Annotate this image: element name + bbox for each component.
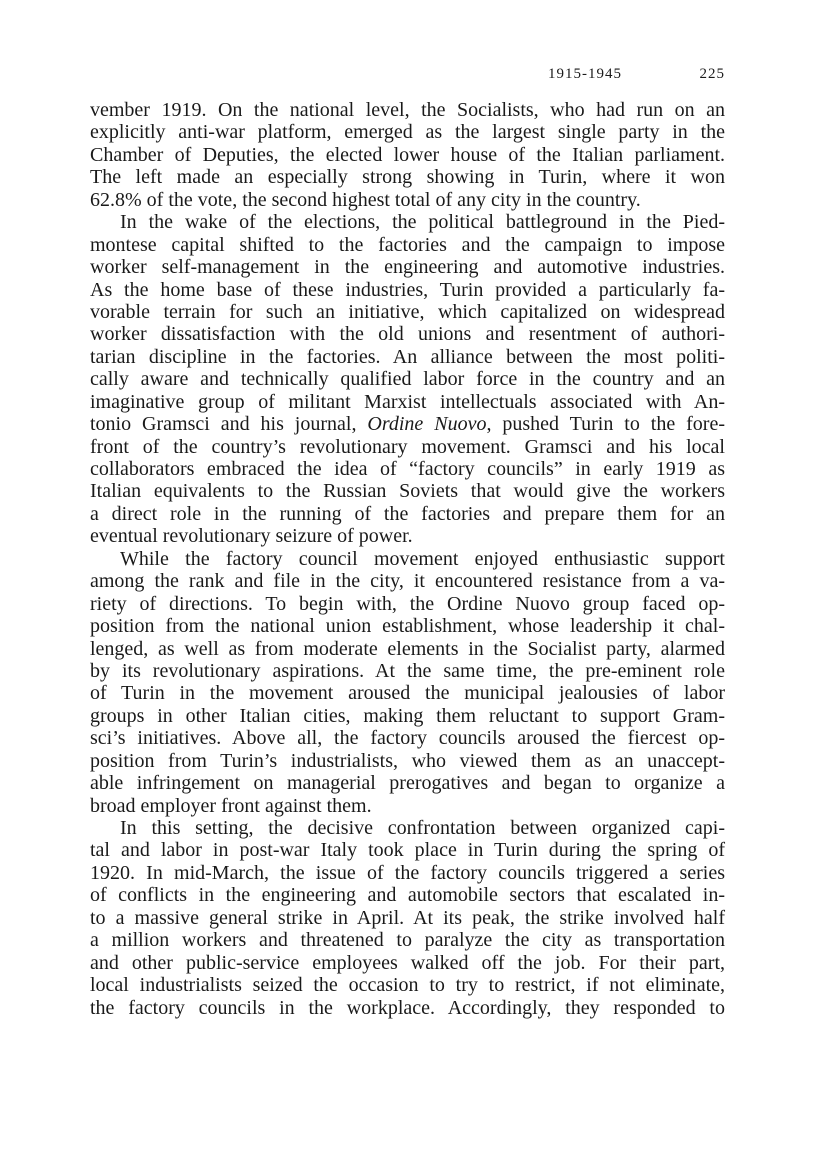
text-line: the factory councils in the workplace. Accordingly, they responded to: [90, 996, 725, 1019]
text-line: local industrialists seized the occasion to try to restrict, if not eliminate,: [90, 974, 725, 997]
text-line: worker dissatisfaction with the old unions and resentment of authori-: [90, 323, 725, 346]
text-line: and other public-service employees walked off the job. For their part,: [90, 951, 725, 974]
paragraph-first-line: In this setting, the decisive confrontation between organized capi-: [120, 817, 725, 839]
text-line: As the home base of these industries, Turin provided a particularly fa-: [90, 278, 725, 301]
text-line: tarian discipline in the factories. An alliance between the most politi-: [90, 345, 725, 368]
text-line: position from Turin’s industrialists, who viewed them as an unaccept-: [90, 749, 725, 772]
paragraph-first-line: While the factory council movement enjoyed enthusiastic support: [120, 547, 725, 570]
text-line: front of the country’s revolutionary movement. Gramsci and his local: [90, 435, 725, 458]
text-line: vorable terrain for such an initiative, which capitalized on widespread: [90, 300, 725, 323]
text-line: riety of directions. To begin with, the Ordine Nuovo group faced op-: [90, 592, 725, 615]
text-line: groups in other Italian cities, making them reluctant to support Gram-: [90, 704, 725, 727]
text-line: of conflicts in the engineering and automobile sectors that escalated in-: [90, 884, 725, 907]
text-line: The left made an especially strong showing in Turin, where it won: [90, 166, 725, 189]
text-line: a million workers and threatened to paralyze the city as transportation: [90, 929, 725, 952]
text-line: Chamber of Deputies, the elected lower house of the Italian parliament.: [90, 143, 725, 166]
text-line: of Turin in the movement aroused the municipal jealousies of labor: [90, 682, 725, 705]
text-line: lenged, as well as from moderate elements in the Socialist party, alarmed: [90, 637, 725, 660]
text-line: eventual revolutionary seizure of power.: [90, 525, 413, 548]
text-line: Italian equivalents to the Russian Soviets that would give the workers: [90, 480, 725, 503]
text-line: broad employer front against them.: [90, 794, 372, 817]
page-number: 225: [699, 66, 725, 82]
text-line: to a massive general strike in April. At its peak, the strike involved half: [90, 906, 725, 929]
text-line: sci’s initiatives. Above all, the factory councils aroused the fiercest op-: [90, 727, 725, 750]
text-line: among the rank and file in the city, it encountered resistance from a va-: [90, 570, 725, 593]
text-line: imaginative group of militant Marxist intellectuals associated with An-: [90, 390, 725, 413]
running-header: [90, 66, 725, 88]
text-line: worker self-management in the engineering and automotive industries.: [90, 256, 725, 279]
text-line: explicitly anti-war platform, emerged as the largest single party in the: [90, 121, 725, 144]
journal-title: Ordine Nuovo: [367, 413, 487, 436]
text-line: 62.8% of the vote, the second highest total of any city in the country.: [90, 188, 641, 211]
paragraph-first-line: In the wake of the elections, the political battleground in the Pied-: [120, 211, 725, 234]
text-line: montese capital shifted to the factories and the campaign to impose: [90, 233, 725, 256]
text-line: able infringement on managerial prerogatives and began to organize a: [90, 772, 725, 795]
text-line: by its revolutionary aspirations. At the same time, the pre-eminent role: [90, 659, 725, 682]
body-text: [90, 99, 725, 1019]
text-line: a direct role in the running of the factories and prepare them for an: [90, 502, 725, 525]
text-line: cally aware and technically qualified labor force in the country and an: [90, 368, 725, 391]
text-line-with-journal-title: [90, 413, 725, 435]
text-segment: tonio Gramsci and his journal,: [90, 413, 368, 436]
running-title: 1915-1945: [548, 66, 622, 82]
text-line: position from the national union establishment, whose leadership it chal-: [90, 615, 725, 638]
text-line: collaborators embraced the idea of “factory councils” in early 1919 as: [90, 458, 725, 480]
text-line: tal and labor in post-war Italy took place in Turin during the spring of: [90, 839, 725, 862]
text-segment: , pushed Turin to the fore-: [486, 413, 725, 436]
text-line: 1920. In mid-March, the issue of the factory councils triggered a series: [90, 861, 725, 884]
text-line: vember 1919. On the national level, the Socialists, who had run on an: [90, 99, 725, 121]
